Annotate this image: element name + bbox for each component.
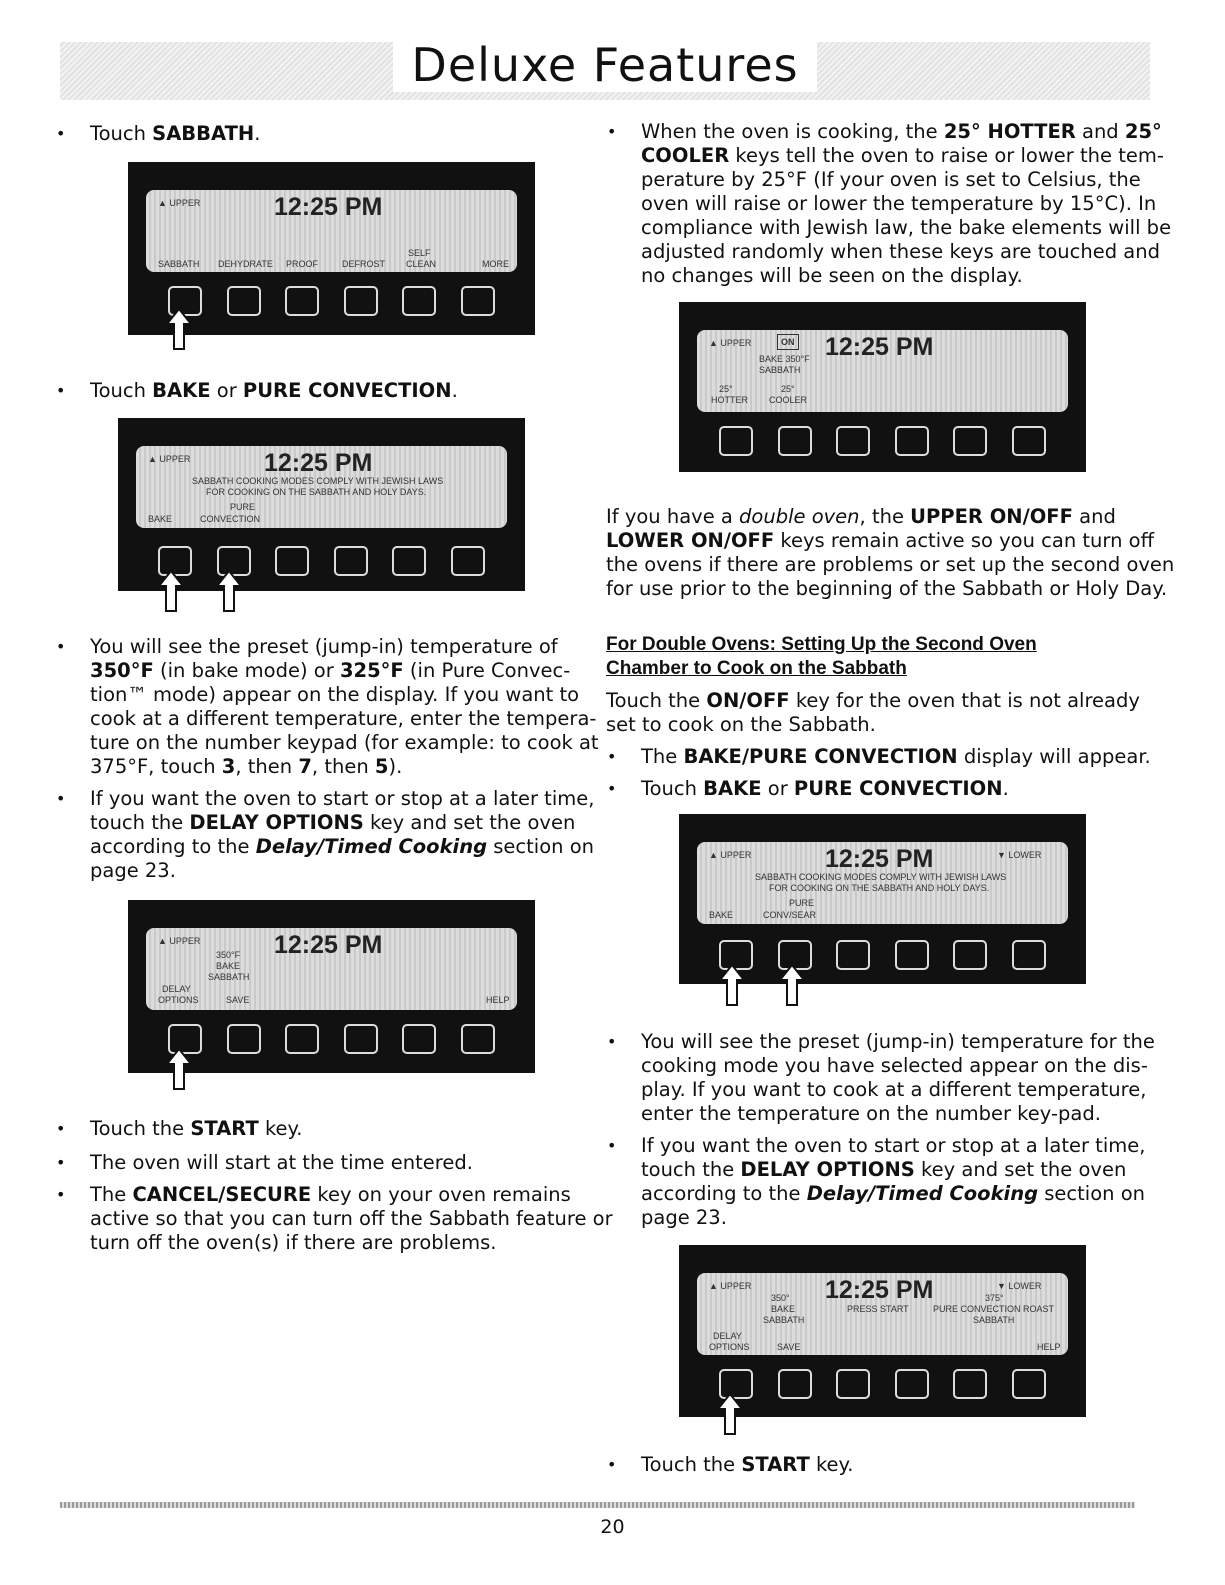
mode-label: BAKE: [216, 961, 241, 971]
touch-key[interactable]: [1012, 426, 1046, 456]
touch-key[interactable]: [895, 940, 929, 970]
touch-key[interactable]: [285, 286, 319, 316]
right-para-2: If you have a double oven, the UPPER ON/OFF and LOWER ON/OFF keys remain active so you can turn off the ovens if there are problems or set up the second oven for use prior to the beginning of the Sabbath or Holy Day.: [606, 505, 1175, 600]
sabbath-message-line-2: FOR COOKING ON THE SABBATH AND HOLY DAYS.: [206, 487, 427, 497]
touch-key[interactable]: [285, 1024, 319, 1054]
delay-label: DELAY: [162, 984, 191, 994]
self-label: SELF: [408, 248, 431, 258]
hotter-label: HOTTER: [711, 395, 748, 405]
left-step-3: • You will see the preset (jump-in) temperature of 350°F (in bake mode) or 325°F (in Pure Convec- tion™ mode) appear on the display. If you want to cook at a different temperature, enter the tempera- ture on the number keypad (for example: to cook at 375°F, touch 3, then 7, then 5).: [90, 635, 599, 779]
clock-time: 12:25 PM: [264, 449, 373, 477]
lcd-screen: [146, 190, 517, 272]
touch-key[interactable]: [461, 286, 495, 316]
touch-key[interactable]: [895, 1369, 929, 1399]
bake-label: BAKE: [709, 910, 734, 920]
pointer-arrow-icon: [166, 308, 192, 350]
touch-key[interactable]: [461, 1024, 495, 1054]
oven-display-1: [128, 162, 535, 335]
lower-sabbath-status: SABBATH: [973, 1315, 1015, 1325]
oven-display-3: [128, 900, 535, 1073]
left-step-5: • Touch the START key.: [90, 1117, 303, 1141]
page-number: 20: [600, 1516, 625, 1538]
upper-sabbath-status: SABBATH: [763, 1315, 805, 1325]
cooler-degrees-label: 25°: [781, 384, 795, 394]
touch-key[interactable]: [778, 1369, 812, 1399]
cooler-label: COOLER: [769, 395, 808, 405]
upper-indicator: ▲ UPPER: [158, 198, 201, 208]
lcd-screen: [146, 928, 517, 1010]
lower-indicator: ▼ LOWER: [997, 1281, 1042, 1291]
upper-indicator: ▲ UPPER: [148, 454, 191, 464]
touch-key[interactable]: [719, 426, 753, 456]
lcd-screen: [697, 1273, 1068, 1355]
upper-temperature: 350°: [771, 1293, 790, 1303]
pointer-arrow-icon: [779, 964, 805, 1006]
touch-key[interactable]: [402, 286, 436, 316]
pointer-arrow-icon: [166, 1048, 192, 1090]
pointer-arrow-icon: [216, 570, 242, 612]
options-label: OPTIONS: [158, 995, 199, 1005]
touch-key[interactable]: [402, 1024, 436, 1054]
upper-indicator: ▲ UPPER: [709, 850, 752, 860]
header-banner: [60, 38, 1150, 100]
clock-time: 12:25 PM: [274, 193, 383, 221]
clock-time: 12:25 PM: [274, 931, 383, 959]
lcd-screen: [697, 842, 1068, 924]
touch-key[interactable]: [344, 1024, 378, 1054]
help-label: HELP: [486, 995, 510, 1005]
more-label: MORE: [482, 259, 509, 269]
mode-temperature-label: BAKE 350°F: [759, 354, 810, 364]
touch-key[interactable]: [392, 546, 426, 576]
touch-key[interactable]: [1012, 1369, 1046, 1399]
right-step-4: • If you want the oven to start or stop at a later time, touch the DELAY OPTIONS key and set the oven according to the Delay/Timed Cooking section on page 23.: [641, 1134, 1145, 1230]
hotter-degrees-label: 25°: [719, 384, 733, 394]
clock-time: 12:25 PM: [825, 1276, 934, 1304]
touch-key[interactable]: [334, 546, 368, 576]
touch-key[interactable]: [895, 426, 929, 456]
bake-label: BAKE: [148, 514, 173, 524]
help-label: HELP: [1037, 1342, 1061, 1352]
upper-indicator: ▲ UPPER: [709, 338, 752, 348]
proof-label: PROOF: [286, 259, 319, 269]
sabbath-status: SABBATH: [208, 972, 250, 982]
oven-display-4: [679, 302, 1086, 472]
touch-key[interactable]: [778, 426, 812, 456]
key-row: [679, 426, 1086, 456]
right-para-3: Touch the ON/OFF key for the oven that is not already set to cook on the Sabbath.: [606, 689, 1140, 736]
sabbath-message-line-2: FOR COOKING ON THE SABBATH AND HOLY DAYS.: [769, 883, 990, 893]
left-step-4: • If you want the oven to start or stop at a later time, touch the DELAY OPTIONS key and set the oven according to the Delay/Timed Cooking section on page 23.: [90, 787, 594, 883]
left-step-2: • Touch BAKE or PURE CONVECTION.: [90, 379, 458, 403]
pointer-arrow-icon: [719, 964, 745, 1006]
section-heading: For Double Ovens: Setting Up the Second Oven Chamber to Cook on the Sabbath: [606, 634, 1037, 679]
upper-indicator: ▲ UPPER: [158, 936, 201, 946]
delay-label: DELAY: [713, 1331, 742, 1341]
footer-rule: [60, 1502, 1135, 1508]
lower-mode: PURE CONVECTION ROAST: [933, 1304, 1055, 1314]
upper-mode: BAKE: [771, 1304, 796, 1314]
sabbath-status: SABBATH: [759, 365, 801, 375]
convection-label: CONVECTION: [200, 514, 261, 524]
right-step-5: • Touch the START key.: [641, 1453, 854, 1477]
lcd-screen: [136, 446, 507, 528]
save-label: SAVE: [777, 1342, 801, 1352]
clock-time: 12:25 PM: [825, 845, 934, 873]
oven-display-6: [679, 1245, 1086, 1417]
sabbath-label: SABBATH: [158, 259, 200, 269]
page-title: Deluxe Features: [393, 38, 816, 92]
lcd-screen: [697, 330, 1068, 412]
options-label: OPTIONS: [709, 1342, 750, 1352]
oven-display-5: [679, 814, 1086, 984]
right-step-3: • You will see the preset (jump-in) temperature for the cooking mode you have selected appear on the dis- play. If you want to cook at a different temperature, enter the temperature on the number key-pad.: [641, 1030, 1155, 1126]
right-step-1: • The BAKE/PURE CONVECTION display will appear.: [641, 745, 1151, 769]
lower-indicator: ▼ LOWER: [997, 850, 1042, 860]
conv-sear-label: CONV/SEAR: [763, 910, 817, 920]
touch-key[interactable]: [451, 546, 485, 576]
clock-time: 12:25 PM: [825, 333, 934, 361]
press-start-prompt: PRESS START: [847, 1304, 909, 1314]
left-step-1: • Touch SABBATH.: [90, 122, 260, 146]
touch-key[interactable]: [836, 940, 870, 970]
temperature-label: 350°F: [216, 950, 241, 960]
sabbath-message-line-1: SABBATH COOKING MODES COMPLY WITH JEWISH LAWS: [755, 872, 1007, 882]
touch-key[interactable]: [227, 286, 261, 316]
right-para-1: • When the oven is cooking, the 25° HOTTER and 25° COOLER keys tell the oven to raise or lower the tem- perature by 25°F (If your oven is set to Celsius, the oven will raise or lower the temperature by 15°C). In compliance with Jewish law, the bake elements will be adjusted randomly when these keys are touched and no changes will be seen on the display.: [641, 120, 1171, 288]
touch-key[interactable]: [344, 286, 378, 316]
left-step-6: • The oven will start at the time entered.: [90, 1151, 473, 1175]
touch-key[interactable]: [227, 1024, 261, 1054]
lower-temperature: 375°: [985, 1293, 1004, 1303]
on-indicator: ON: [777, 334, 799, 350]
pointer-arrow-icon: [158, 570, 184, 612]
oven-display-2: [118, 418, 525, 591]
right-step-2: • Touch BAKE or PURE CONVECTION.: [641, 777, 1009, 801]
touch-key[interactable]: [275, 546, 309, 576]
touch-key[interactable]: [953, 940, 987, 970]
touch-key[interactable]: [1012, 940, 1046, 970]
sabbath-message-line-1: SABBATH COOKING MODES COMPLY WITH JEWISH LAWS: [192, 476, 444, 486]
touch-key[interactable]: [836, 1369, 870, 1399]
touch-key[interactable]: [836, 426, 870, 456]
pure-label: PURE: [789, 898, 815, 908]
save-label: SAVE: [226, 995, 250, 1005]
defrost-label: DEFROST: [342, 259, 386, 269]
dehydrate-label: DEHYDRATE: [218, 259, 273, 269]
touch-key[interactable]: [953, 1369, 987, 1399]
clean-label: CLEAN: [406, 259, 437, 269]
pointer-arrow-icon: [717, 1393, 743, 1435]
left-step-7: • The CANCEL/SECURE key on your oven remains active so that you can turn off the Sabbath feature or turn off the oven(s) if there are problems.: [90, 1183, 613, 1255]
pure-label: PURE: [230, 502, 256, 512]
upper-indicator: ▲ UPPER: [709, 1281, 752, 1291]
touch-key[interactable]: [953, 426, 987, 456]
